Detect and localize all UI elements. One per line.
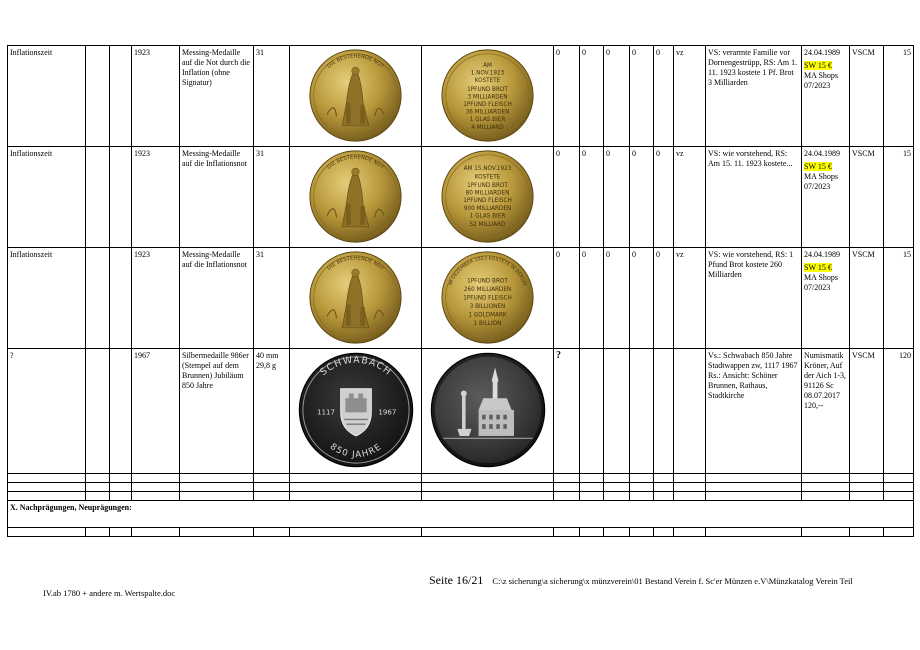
owner-cell: VSCM [850, 46, 884, 147]
reverse-line: 900 MILLIARDEN [463, 205, 512, 212]
description-cell: Silbermedaille 986er (Stempel auf dem Brunnen) Jubiläum 850 Jahre [180, 349, 254, 474]
table-row [8, 492, 914, 501]
coin-obverse-image [308, 149, 403, 244]
reverse-line: KOSTETE [474, 174, 501, 181]
size-cell: 31 [254, 46, 290, 147]
year-cell: 1923 [132, 248, 180, 349]
reverse-line: 52 MILLIARD [469, 221, 506, 228]
catalog-table [7, 45, 914, 537]
price-cell: 15 [884, 248, 914, 349]
source-text: MA Shops 07/2023 [804, 273, 839, 292]
obverse-ring-text: DIE BESTEHENDE NOT [326, 154, 385, 171]
table-row [8, 248, 914, 349]
size-cell: 40 mm 29,8 g [254, 349, 290, 474]
reverse-line: 36 MILLIARDEN [465, 109, 510, 116]
acquisition-date: 24.04.1989 [804, 48, 840, 57]
description-cell: Messing-Medaille auf die Not durch die Inflation (ohne Signatur) [180, 46, 254, 147]
count-cell: 0 [580, 46, 604, 147]
obverse-image-cell [290, 147, 422, 248]
acquisition-date: 24.04.1989 [804, 149, 840, 158]
reverse-line: 1PFUND FLEISCH [463, 198, 512, 205]
obverse-image-cell [290, 349, 422, 474]
reverse-line: 1 BILLION [473, 321, 502, 328]
date-cell: Numismatik Kröner, Auf der Aich 1-3, 91126 Sc 08.07.2017 120,-- [802, 349, 850, 474]
section-heading: X. Nachprägungen, Neuprägungen: [8, 501, 914, 528]
reverse-line: 1PFUND FLEISCH [463, 101, 512, 108]
reverse-line: 260 MILLIARDEN [463, 286, 512, 293]
epoch-cell: Inflationszeit [8, 46, 86, 147]
count-cell: 0 [654, 147, 674, 248]
remarks-cell: VS: verarmte Familie vor Dornengestrüpp, RS: Am 1. 11. 1923 kostete 1 Pf. Brot 3 Milliarden [706, 46, 802, 147]
page-number: Seite 16/21 [429, 573, 484, 587]
remarks-cell: Vs.: Schwabach 850 Jahre Stadtwappen zw, 1117 1967 Rs.: Ansicht: Schöner Brunnen, Rathaus, Stadtkirche [706, 349, 802, 474]
reverse-line: 80 MILLIARDEN [465, 190, 510, 197]
acquisition-date: 24.04.1989 [804, 250, 840, 259]
sw-value-badge: SW 15 € [804, 162, 832, 171]
coin-obverse-image [308, 250, 403, 345]
owner-cell: VSCM [850, 147, 884, 248]
source-text: MA Shops 07/2023 [804, 172, 839, 191]
date-cell [802, 248, 850, 349]
reverse-line: 1PFUND BROT [467, 183, 508, 189]
table-row [8, 483, 914, 492]
remarks-cell: VS: wie vorstehend, RS: 1 Pfund Brot kostete 260 Milliarden [706, 248, 802, 349]
medal-reverse-image [426, 351, 550, 469]
reverse-image-cell [422, 46, 554, 147]
coin-reverse-image [440, 250, 535, 345]
count-cell: 0 [554, 248, 580, 349]
coin-reverse-image [440, 48, 535, 143]
price-cell: 120 [884, 349, 914, 474]
count-cell: 0 [604, 147, 630, 248]
count-cell: 0 [554, 147, 580, 248]
owner-cell: VSCM [850, 349, 884, 474]
size-cell: 31 [254, 147, 290, 248]
year-cell: 1923 [132, 46, 180, 147]
file-path-continued: IV.ab 1780 + andere m. Wertspalte.doc [43, 588, 176, 598]
date-cell [802, 46, 850, 147]
count-cell: ? [554, 349, 580, 474]
table-row [8, 46, 914, 147]
price-cell: 15 [884, 147, 914, 248]
epoch-cell: Inflationszeit [8, 248, 86, 349]
reverse-line: 1.NOV.1923 [470, 70, 505, 77]
epoch-cell: Inflationszeit [8, 147, 86, 248]
obverse-image-cell [290, 248, 422, 349]
table-row [8, 147, 914, 248]
reverse-line: 3 BILLIONEN [469, 303, 506, 310]
coin-reverse-image [440, 149, 535, 244]
count-cell: 0 [580, 147, 604, 248]
reverse-line: 1 GLAS BIER [469, 213, 506, 220]
medal-obverse-image [294, 351, 418, 469]
reverse-line: 1 GOLDMARK [468, 312, 507, 319]
description-cell: Messing-Medaille auf die Inflationsnot [180, 147, 254, 248]
table-row [8, 349, 914, 474]
count-cell: 0 [604, 248, 630, 349]
reverse-line: 1PFUND BROT [467, 86, 508, 93]
count-cell: 0 [654, 248, 674, 349]
year-cell: 1923 [132, 147, 180, 248]
reverse-ring-text: IM DEZEMBER 1923 KOSTETE IN BERLIN [448, 256, 527, 287]
reverse-line: AM 15.NOV.1923 [463, 165, 512, 172]
reverse-line: 3 MILLIARDEN [467, 94, 508, 101]
epoch-cell: ? [8, 349, 86, 474]
size-cell: 31 [254, 248, 290, 349]
file-path: C:\z sicherung\a sicherung\x münzverein\01 Bestand Verein f. Sc'er Münzen e.V\Münzkatalog Verein Teil [492, 576, 853, 586]
date-cell [802, 147, 850, 248]
count-cell: 0 [630, 147, 654, 248]
reverse-line: AM [483, 63, 492, 69]
price-cell: 15 [884, 46, 914, 147]
count-cell: 0 [630, 248, 654, 349]
count-cell: 0 [580, 248, 604, 349]
section-heading-row [8, 501, 914, 528]
page-footer [429, 573, 853, 588]
reverse-line: KOSTETE [474, 78, 501, 85]
obverse-ring-text: DIE BESTEHENDE NOT [326, 255, 385, 272]
grade-cell: vz [674, 248, 706, 349]
sw-value-badge: SW 15 € [804, 263, 832, 272]
count-cell: 0 [604, 46, 630, 147]
owner-cell: VSCM [850, 248, 884, 349]
reverse-image-cell [422, 248, 554, 349]
reverse-image-cell [422, 349, 554, 474]
obverse-top-text: SCHWABACH [317, 354, 394, 379]
reverse-image-cell [422, 147, 554, 248]
count-cell: 0 [654, 46, 674, 147]
obverse-ring-text: DIE BESTEHENDE NOT [326, 53, 385, 70]
source-text: MA Shops 07/2023 [804, 71, 839, 90]
reverse-line: 1PFUND FLEISCH [463, 295, 512, 302]
reverse-line: 4 MILLIARD [471, 124, 504, 131]
coin-obverse-image [308, 48, 403, 143]
reverse-line: 1 GLAS BIER [469, 117, 506, 124]
obverse-left-year: 1117 [316, 407, 335, 417]
obverse-bottom-text: 850 JAHRE [327, 441, 384, 461]
year-cell: 1967 [132, 349, 180, 474]
grade-cell: vz [674, 147, 706, 248]
grade-cell: vz [674, 46, 706, 147]
description-cell: Messing-Medaille auf die Inflationsnot [180, 248, 254, 349]
table-row [8, 474, 914, 483]
obverse-image-cell [290, 46, 422, 147]
sw-value-badge: SW 15 € [804, 61, 832, 70]
table-row [8, 528, 914, 537]
reverse-line: 1PFUND BROT [467, 278, 508, 285]
obverse-right-year: 1967 [377, 407, 396, 417]
count-cell: 0 [630, 46, 654, 147]
remarks-cell: VS: wie vorstehend, RS: Am 15. 11. 1923 kostete... [706, 147, 802, 248]
count-cell: 0 [554, 46, 580, 147]
